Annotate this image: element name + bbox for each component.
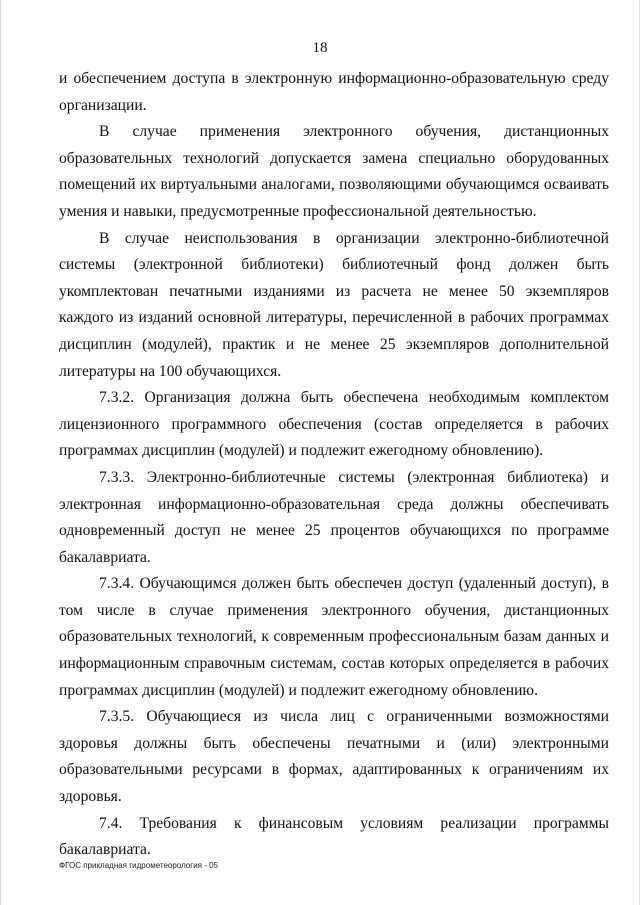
paragraph-7-3-2: 7.3.2. Организация должна быть обеспечена необходимым комплектом лицензионного программного обеспечения (состав определяется в рабочих программах дисциплин (модулей) и подлежит ежегодному обновлению). bbox=[59, 389, 609, 460]
paragraph-library-fund: В случае неиспользования в организации электронно-библиотечной системы (электронной библиотеки) библиотечный фонд должен быть укомплектован печатными изданиями из расчета не менее 50 экземпляров каждого из изданий основной литературы, перечисленной в рабочих программах дисциплин (модулей), практик и не менее 25 экземпляров дополнительной литературы на 100 обучающихся. bbox=[59, 229, 609, 380]
paragraph-7-3-4: 7.3.4. Обучающимся должен быть обеспечен доступ (удаленный доступ), в том числе в случае применения электронного обучения, дистанционных образовательных технологий, к современным профессиональным базам данных и информационным справочным системам, состав которых определяется в рабочих программах дисциплин (модулей) и подлежит ежегодному обновлению. bbox=[59, 575, 609, 699]
page-number: 18 bbox=[312, 40, 328, 56]
paragraph-7-3-5: 7.3.5. Обучающиеся из числа лиц с ограниченными возможностями здоровья должны быть обеспечены печатными и (или) электронными образовательными ресурсами в формах, адаптированных к ограничениям их здоровья. bbox=[59, 708, 609, 806]
page-footer: ФГОС прикладная гидрометеорология - 05 bbox=[59, 861, 218, 870]
paragraph-7-4: 7.4. Требования к финансовым условиям реализации программы бакалавриата. bbox=[59, 814, 609, 859]
paragraph-continuation: и обеспечением доступа в электронную информационно-образовательную среду организации. bbox=[59, 70, 609, 114]
document-body bbox=[59, 66, 609, 864]
paragraph-7-3-3: 7.3.3. Электронно-библиотечные системы (электронная библиотека) и электронная информационно-образовательная среда должны обеспечивать одновременный доступ не менее 25 процентов обучающихся по программе бакалавриата. bbox=[59, 468, 609, 566]
scan-edge-left bbox=[0, 0, 1, 905]
paragraph-remote-learning: В случае применения электронного обучения, дистанционных образовательных технологий допускается замена специально оборудованных помещений их виртуальными аналогами, позволяющими обучающимся осваивать умения и навыки, предусмотренные профессиональной деятельностью. bbox=[59, 123, 609, 220]
